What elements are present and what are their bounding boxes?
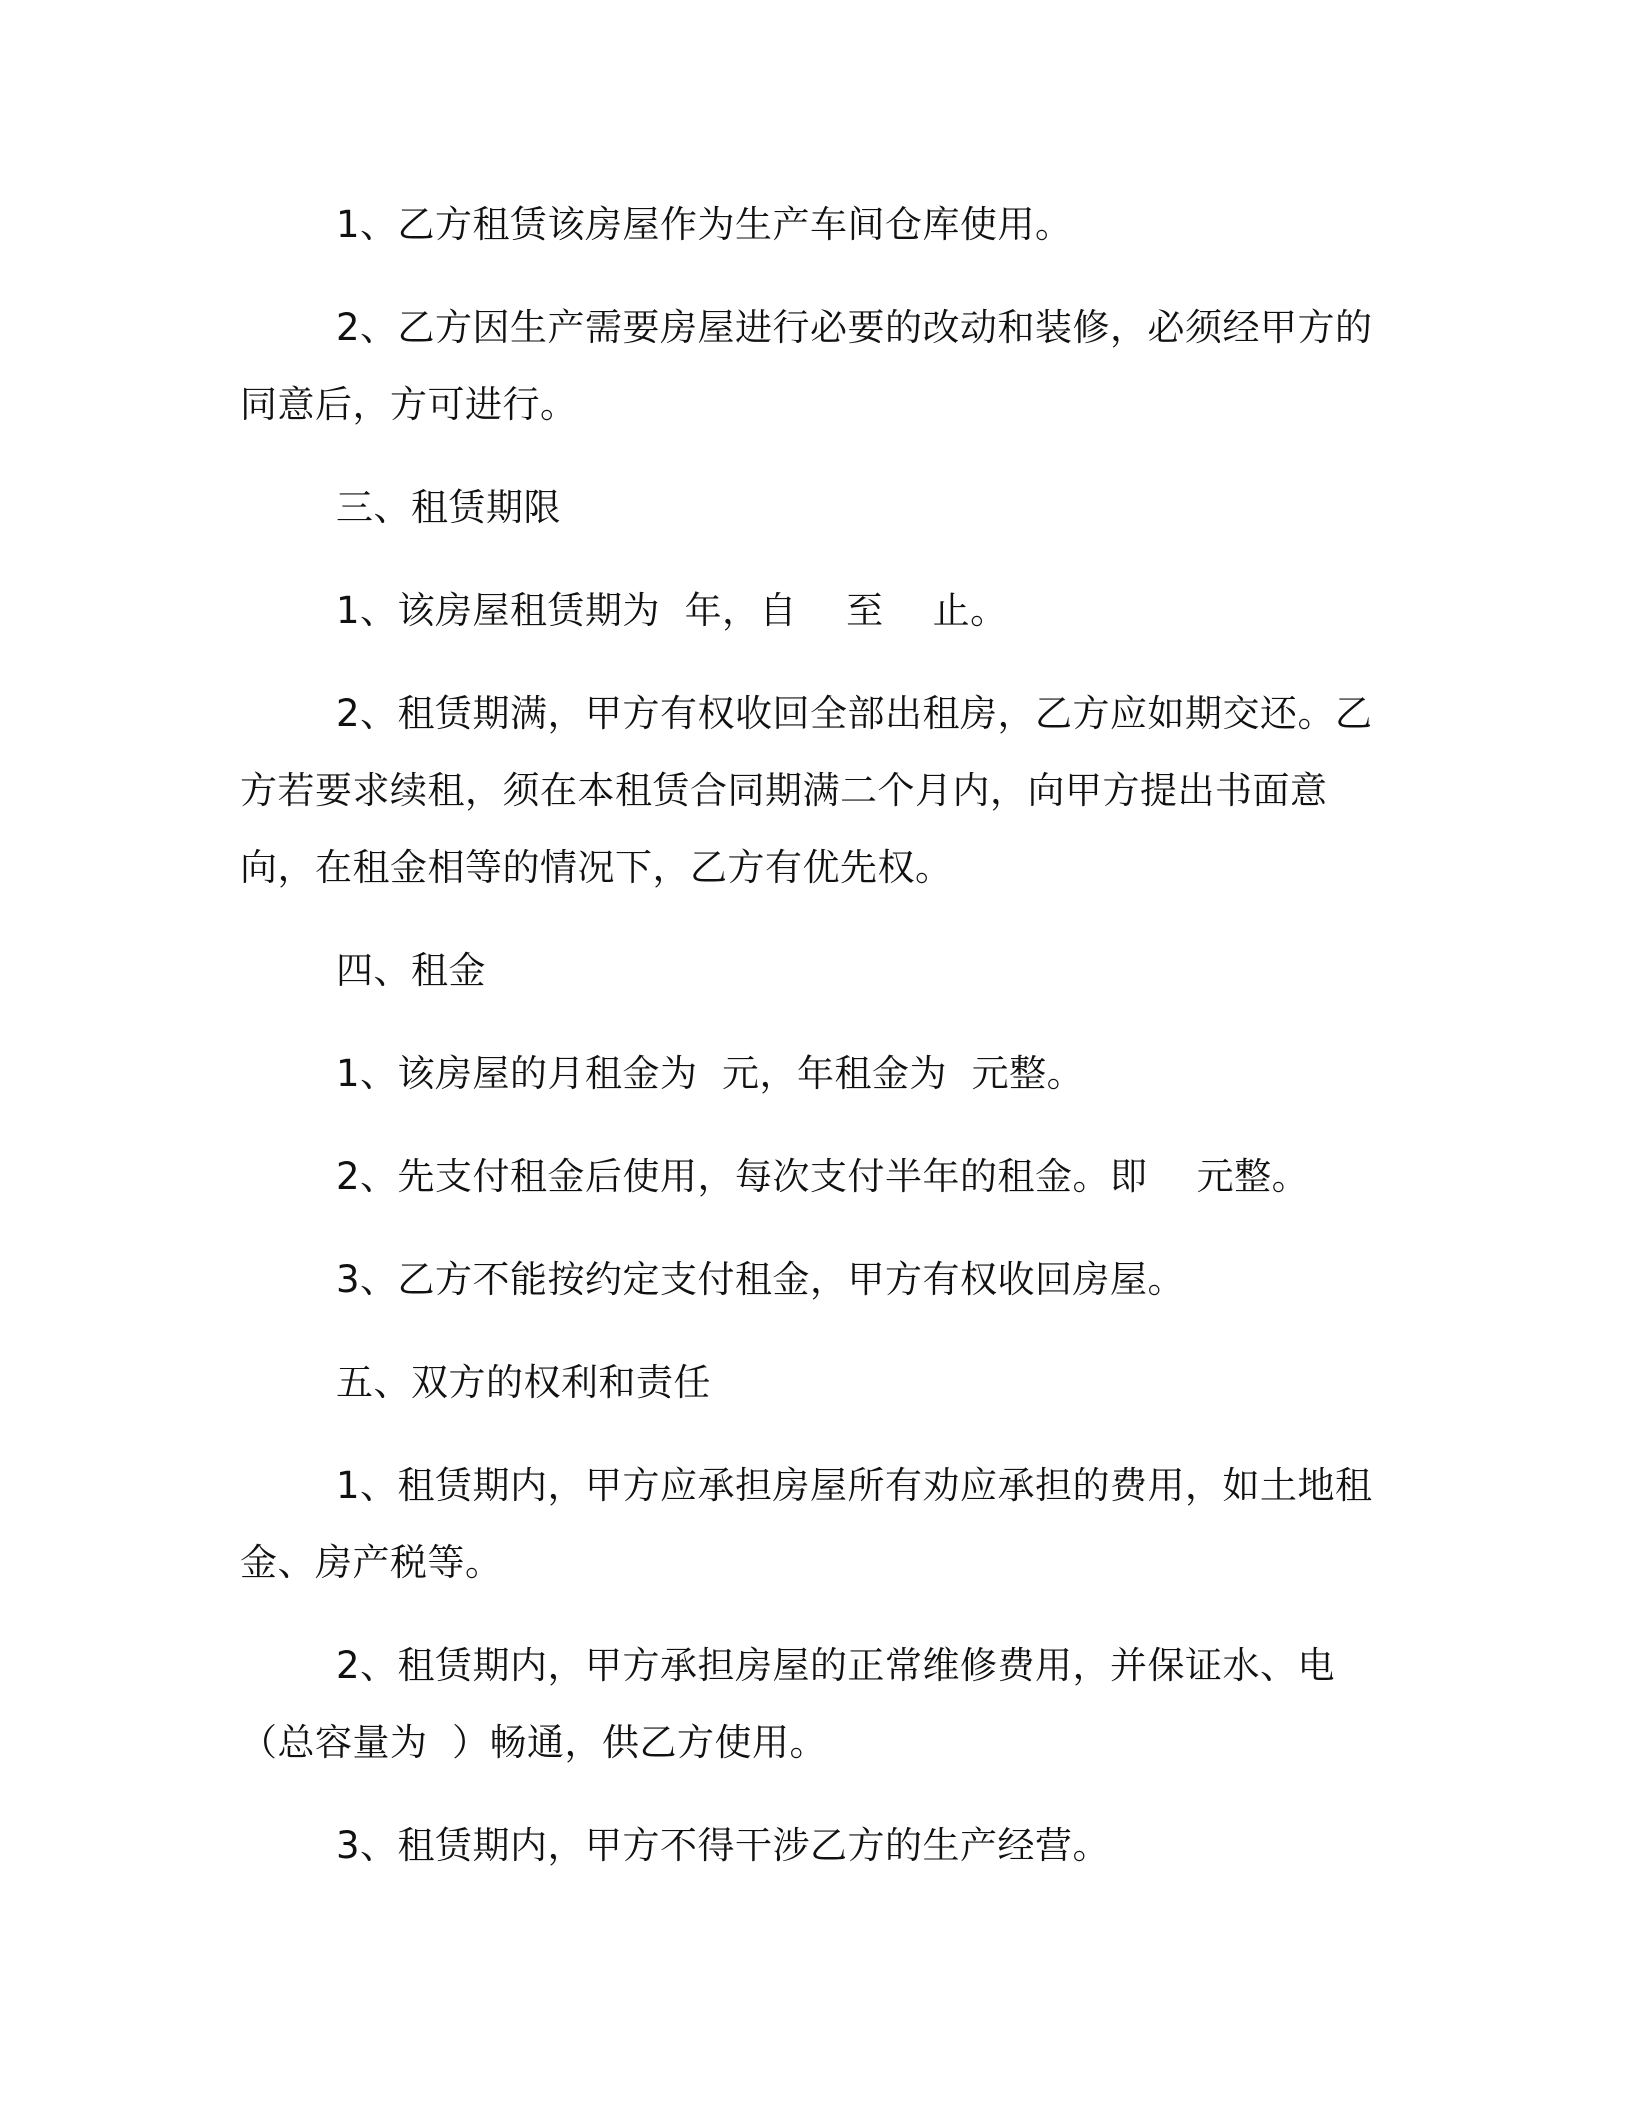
document-body xyxy=(240,186,1392,1910)
section-heading: 三、租赁期限 xyxy=(336,486,561,529)
clause-paragraph: 3、乙方不能按约定支付租金，甲方有权收回房屋。 xyxy=(336,1258,1186,1301)
clause-paragraph: 1、租赁期内，甲方应承担房屋所有劝应承担的费用，如土地租金、房产税等。 xyxy=(240,1464,1373,1584)
section-heading: 五、双方的权利和责任 xyxy=(336,1361,711,1404)
clause-paragraph: 1、乙方租赁该房屋作为生产车间仓库使用。 xyxy=(336,203,1073,246)
clause-paragraph: 2、乙方因生产需要房屋进行必要的改动和装修，必须经甲方的同意后，方可进行。 xyxy=(240,306,1373,426)
clause-paragraph: 2、先支付租金后使用，每次支付半年的租金。即 元整。 xyxy=(336,1155,1310,1198)
clause-paragraph: 2、租赁期内，甲方承担房屋的正常维修费用，并保证水、电（总容量为 ）畅通，供乙方使用。 xyxy=(240,1644,1336,1764)
clause-paragraph: 1、该房屋租赁期为 年，自 至 止。 xyxy=(336,589,1008,632)
clause-paragraph: 3、租赁期内，甲方不得干涉乙方的生产经营。 xyxy=(336,1824,1111,1867)
clause-paragraph: 2、租赁期满，甲方有权收回全部出租房，乙方应如期交还。乙方若要求续租，须在本租赁合同期满二个月内，向甲方提出书面意向，在租金相等的情况下，乙方有优先权。 xyxy=(240,692,1373,889)
clause-paragraph: 1、该房屋的月租金为 元，年租金为 元整。 xyxy=(336,1052,1085,1095)
section-heading: 四、租金 xyxy=(336,949,486,992)
